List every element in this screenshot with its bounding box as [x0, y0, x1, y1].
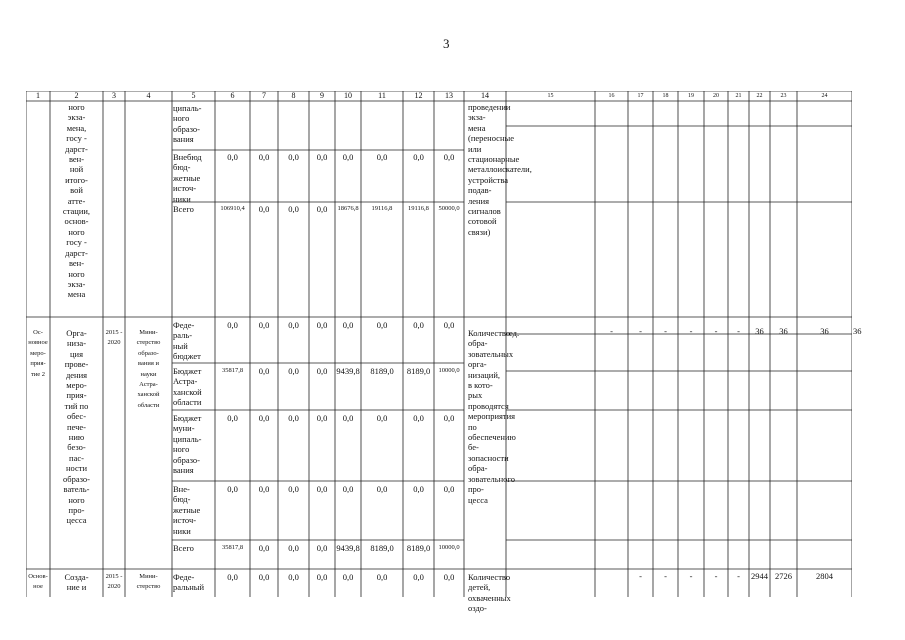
target-value: -	[610, 326, 613, 336]
page-number: 3	[443, 36, 450, 51]
header-cell-18: 18	[662, 93, 669, 99]
funding-value: 0,0	[288, 152, 299, 162]
target-value: -	[664, 326, 667, 336]
funding-value: 8189,0	[406, 366, 431, 376]
header-cell-17: 17	[637, 93, 644, 99]
header-cell-2: 2	[74, 91, 79, 100]
header-cell-19: 19	[688, 93, 694, 99]
header-cell-15: 15	[547, 93, 554, 99]
funding-value: 19116,8	[408, 205, 429, 212]
funding-value: 0,0	[288, 366, 299, 376]
funding-source: Внебюд бюд- жетные источ- ники	[173, 152, 202, 204]
funding-value: 0,0	[288, 543, 299, 553]
funding-value: 0,0	[342, 413, 354, 423]
funding-value: 0,0	[316, 204, 328, 214]
measure-name: Созда- ние и	[64, 572, 89, 593]
implementation-period: 2015 - 2020	[105, 573, 123, 591]
target-value: 2944	[751, 571, 768, 581]
funding-value: 8189,0	[370, 366, 394, 376]
unit-of-measure: ед.	[509, 328, 520, 338]
funding-source: Вне- бюд- жетные источ- ники	[173, 484, 201, 536]
funding-value: 0,0	[376, 484, 388, 494]
funding-value: 10000,0	[438, 544, 460, 551]
measure-name: Орга- низа- ция прове- дения меро- прия- тий по обес- пече- нию безо- пас- ности образо- ватель- ного про- цесса	[63, 328, 90, 526]
indicator-description: Количество детей, охваченных оздо-	[468, 572, 511, 614]
target-value: -	[639, 326, 642, 336]
target-value: 36	[853, 326, 862, 336]
funding-value: 0,0	[258, 572, 270, 582]
funding-value: 0,0	[258, 543, 270, 553]
funding-value: 0,0	[258, 320, 270, 330]
funding-value: 0,0	[443, 320, 455, 330]
funding-value: 0,0	[288, 204, 299, 214]
funding-value: 0,0	[227, 413, 238, 423]
funding-value: 0,0	[413, 572, 424, 582]
funding-value: 0,0	[342, 572, 354, 582]
funding-value: 0,0	[316, 413, 328, 423]
implementation-period: 2015 - 2020	[105, 329, 123, 347]
funding-value: 0,0	[258, 413, 270, 423]
header-cell-3: 3	[112, 91, 116, 100]
header-cell-9: 9	[320, 91, 324, 100]
funding-value: 0,0	[258, 484, 270, 494]
target-value: 2804	[816, 571, 833, 581]
funding-value: 0,0	[413, 320, 424, 330]
funding-value: 0,0	[288, 413, 299, 423]
funding-value: 0,0	[443, 413, 455, 423]
header-cell-12: 12	[414, 91, 423, 100]
funding-value: 0,0	[376, 320, 388, 330]
target-value: 2726	[775, 571, 792, 581]
header-cell-21: 21	[735, 93, 742, 99]
funding-value: 10000,0	[438, 367, 460, 374]
funding-value: 0,0	[443, 484, 455, 494]
funding-value: 106910,4	[220, 205, 245, 212]
measure-number: Основ- ное	[28, 573, 48, 591]
target-value: -	[689, 326, 693, 336]
funding-source: Бюджет Астра- ханской области	[173, 366, 202, 408]
funding-source: Феде- ральный	[173, 572, 205, 593]
funding-value: 0,0	[288, 320, 299, 330]
funding-source: Феде- раль- ный бюджет	[173, 320, 201, 362]
funding-value: 0,0	[258, 152, 270, 162]
funding-value: 0,0	[443, 572, 455, 582]
funding-value: 9439,8	[336, 543, 360, 553]
header-cell-22: 22	[756, 93, 763, 99]
header-cell-16: 16	[608, 93, 615, 99]
target-value: -	[714, 571, 718, 581]
header-cell-10: 10	[344, 91, 352, 100]
funding-value: 0,0	[227, 320, 238, 330]
funding-value: 35817,8	[221, 544, 244, 551]
funding-source: Бюджет муни- ципаль- ного образо- вания	[173, 413, 202, 476]
responsible-executor: Мини- стерство	[136, 573, 161, 591]
measure-number: Ос- новное меро- прия- тие 2	[28, 329, 48, 378]
target-value: -	[714, 326, 718, 336]
target-value: -	[737, 571, 740, 581]
funding-value: 0,0	[376, 572, 388, 582]
target-value: -	[639, 571, 642, 581]
funding-source: Всего	[173, 204, 194, 214]
program-table	[26, 91, 862, 614]
header-cell-24: 24	[821, 93, 828, 99]
target-value: 36	[820, 326, 829, 336]
funding-value: 0,0	[258, 366, 270, 376]
funding-value: 0,0	[413, 413, 424, 423]
target-value: -	[737, 326, 740, 336]
responsible-executor: Мини- стерство образо- вания и науки Астра- ханской области	[136, 329, 161, 409]
header-cell-7: 7	[262, 91, 266, 100]
header-cell-14: 14	[481, 91, 489, 100]
funding-value: 0,0	[227, 484, 238, 494]
header-cell-5: 5	[191, 91, 196, 100]
indicator-description: проведении экза- мена (переносные или стационарные металлоискатели, устройства подав- ления сигналов сотовой связи)	[468, 102, 532, 237]
funding-value: 0,0	[413, 152, 424, 162]
header-cell-1: 1	[36, 91, 40, 100]
funding-value: 0,0	[376, 413, 388, 423]
funding-source: Всего	[173, 543, 194, 553]
funding-value: 0,0	[258, 204, 270, 214]
funding-value: 8189,0	[406, 543, 431, 553]
funding-value: 0,0	[443, 152, 455, 162]
measure-name-continued: ного экза- мена, госу - дарст- вен- ной итого- вой атте- стации, основ- ного госу - дарст- вен- ного экза- мена	[62, 102, 91, 300]
funding-value: 0,0	[376, 152, 388, 162]
funding-value: 0,0	[342, 484, 354, 494]
indicator-description: Количество обра- зовательных орга- низаций, в кото- рых проводятся мероприятия по обеспечению бе- зопасности обра- зовательного про- цесса	[468, 328, 516, 505]
funding-value: 0,0	[316, 543, 328, 553]
funding-value: 0,0	[288, 572, 299, 582]
funding-value: 0,0	[227, 572, 238, 582]
funding-value: 0,0	[413, 484, 424, 494]
funding-value: 0,0	[342, 152, 354, 162]
header-cell-23: 23	[780, 93, 787, 99]
funding-source: ципаль- ного образо- вания	[173, 103, 202, 145]
funding-value: 0,0	[316, 366, 328, 376]
header-cell-8: 8	[291, 91, 296, 100]
funding-value: 0,0	[316, 320, 328, 330]
funding-value: 0,0	[316, 152, 328, 162]
header-cell-20: 20	[713, 93, 719, 99]
funding-value: 0,0	[288, 484, 299, 494]
header-cell-4: 4	[146, 91, 151, 100]
funding-value: 18676,8	[337, 205, 359, 212]
header-cell-6: 6	[230, 91, 235, 100]
header-cell-11: 11	[378, 91, 386, 100]
funding-value: 0,0	[316, 572, 328, 582]
funding-value: 8189,0	[370, 543, 394, 553]
funding-value: 35817,8	[221, 367, 244, 374]
funding-value: 0,0	[342, 320, 354, 330]
target-value: -	[664, 571, 667, 581]
funding-value: 0,0	[316, 484, 328, 494]
header-cell-13: 13	[445, 91, 453, 100]
funding-value: 19116,8	[371, 205, 393, 212]
target-value: -	[689, 571, 693, 581]
target-value: 36	[779, 326, 788, 336]
target-value: 36	[755, 326, 764, 336]
funding-value: 50000,0	[438, 205, 460, 212]
funding-value: 9439,8	[336, 366, 360, 376]
funding-value: 0,0	[227, 152, 238, 162]
